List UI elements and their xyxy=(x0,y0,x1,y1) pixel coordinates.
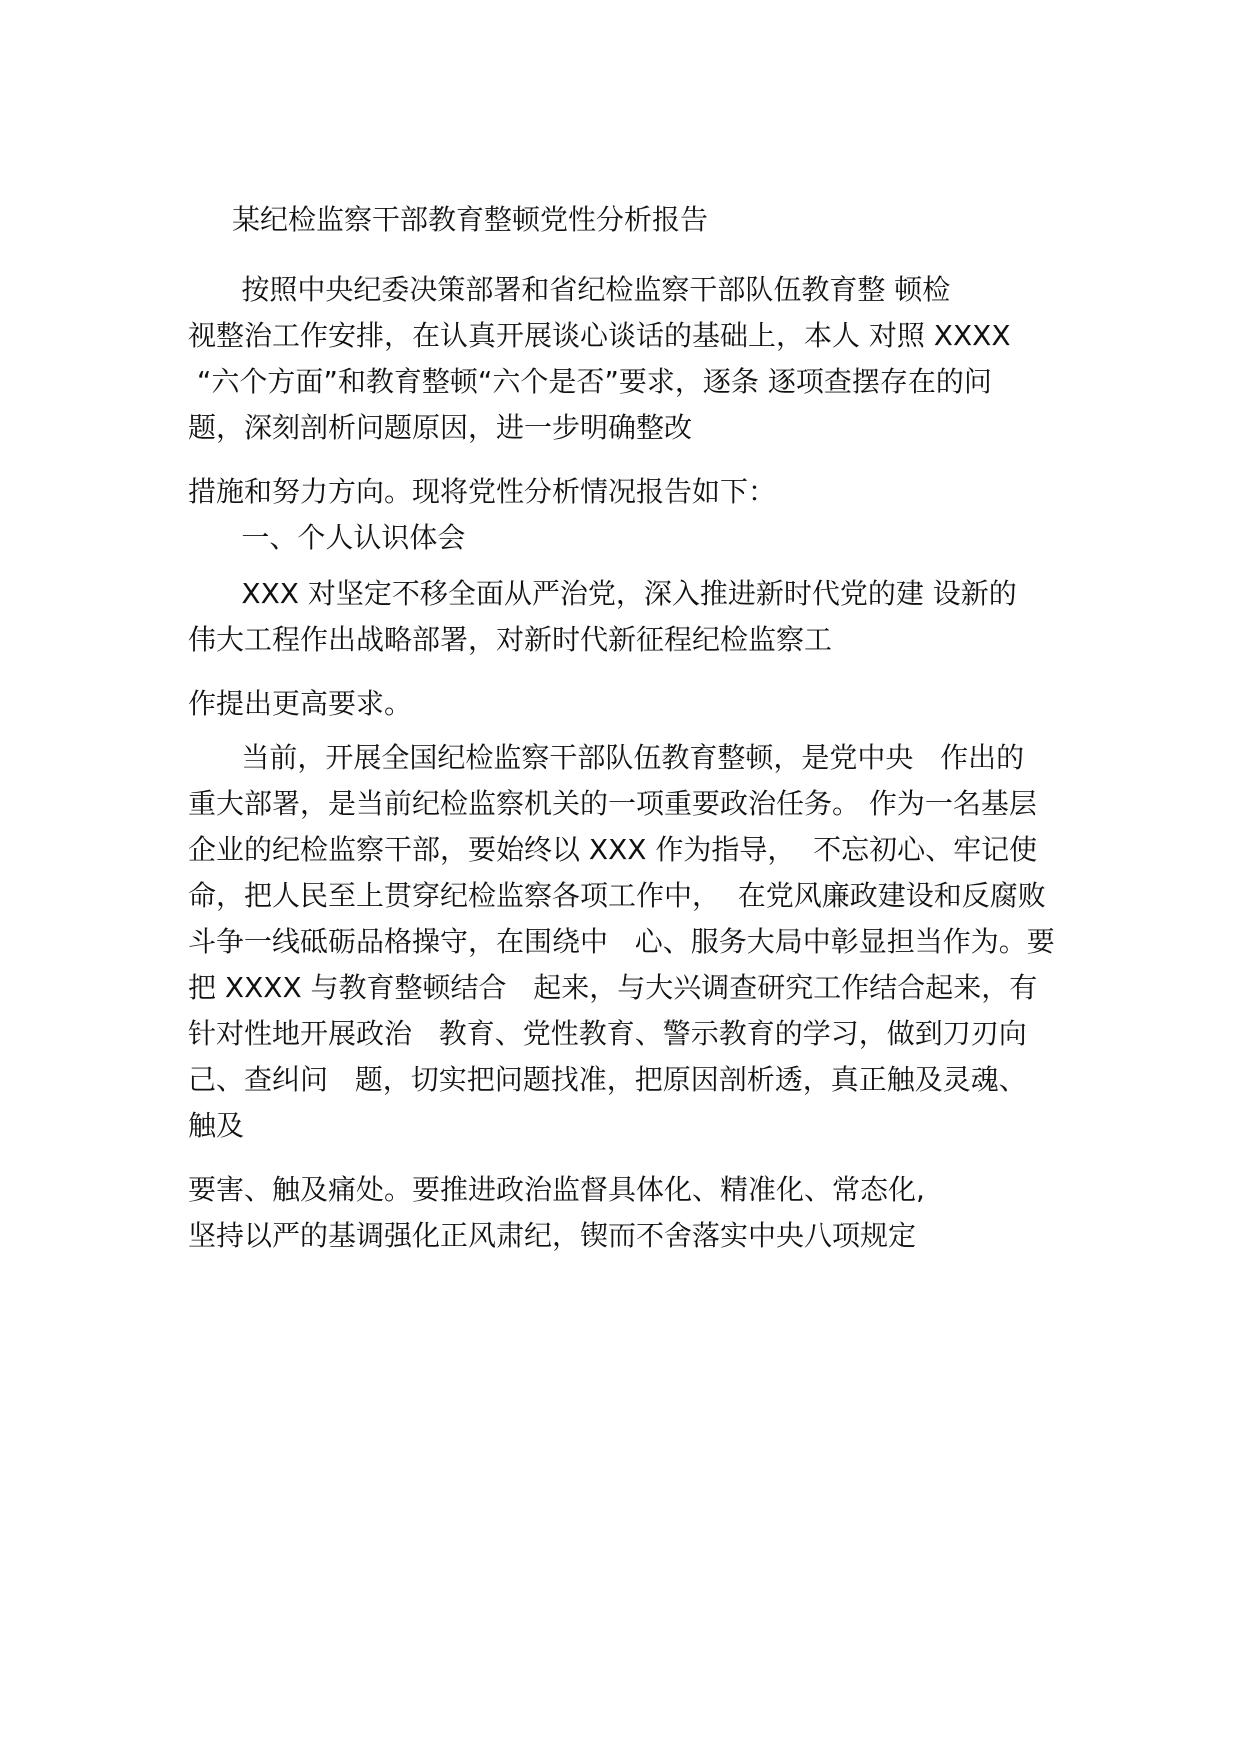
paragraph-line: 企业的纪检监察干部，要始终以 XXX 作为指导， 不忘初心、牢记使 xyxy=(188,833,1038,866)
paragraph-line: 视整治工作安排，在认真开展谈心谈话的基础上，本人 对照 XXXX xyxy=(188,319,1011,352)
paragraph-line: “六个方面”和教育整顿“六个是否”要求，逐条 逐项查摆存在的问 xyxy=(188,365,992,398)
paragraph-line: 触及 xyxy=(188,1109,245,1142)
paragraph-line: 把 XXXX 与教育整顿结合 起来，与大兴调查研究工作结合起来，有 xyxy=(188,971,1038,1004)
paragraph-line: 要害、触及痛处。要推进政治监督具体化、精准化、常态化, xyxy=(188,1173,925,1206)
paragraph-line: 重大部署，是当前纪检监察机关的一项重要政治任务。 作为一名基层 xyxy=(188,787,1037,820)
paragraph-line: 针对性地开展政治 教育、党性教育、警示教育的学习，做到刀刃向 xyxy=(188,1017,1027,1050)
paragraph-line: XXX 对坚定不移全面从严治党，深入推进新时代党的建 设新的 xyxy=(188,577,1017,610)
paragraph-line: 坚持以严的基调强化正风肃纪，锲而不舍落实中央八项规定 xyxy=(188,1219,917,1252)
paragraph-line: 己、查纠问 题，切实把问题找准，把原因剖析透，真正触及灵魂、 xyxy=(188,1063,1027,1096)
document-title: 某纪检监察干部教育整顿党性分析报告 xyxy=(232,203,709,236)
paragraph-line: 命，把人民至上贯穿纪检监察各项工作中， 在党风廉政建设和反腐败 xyxy=(188,879,1046,912)
paragraph-line: 题，深刻剖析问题原因，进一步明确整改 xyxy=(188,411,693,444)
paragraph-line: 伟大工程作出战略部署，对新时代新征程纪检监察工 xyxy=(188,623,833,656)
paragraph-line: 作提出更高要求。 xyxy=(188,687,413,720)
section-heading: 一、个人认识体会 xyxy=(188,521,466,554)
paragraph-line: 当前，开展全国纪检监察干部队伍教育整顿，是党中央 作出的 xyxy=(188,741,1025,774)
paragraph-line: 按照中央纪委决策部署和省纪检监察干部队伍教育整 顿检 xyxy=(188,273,951,306)
paragraph-line: 斗争一线砥砺品格操守，在围绕中 心、服务大局中彰显担当作为。要 xyxy=(188,925,1055,958)
paragraph-line: 措施和努力方向。现将党性分析情况报告如下： xyxy=(188,475,777,508)
